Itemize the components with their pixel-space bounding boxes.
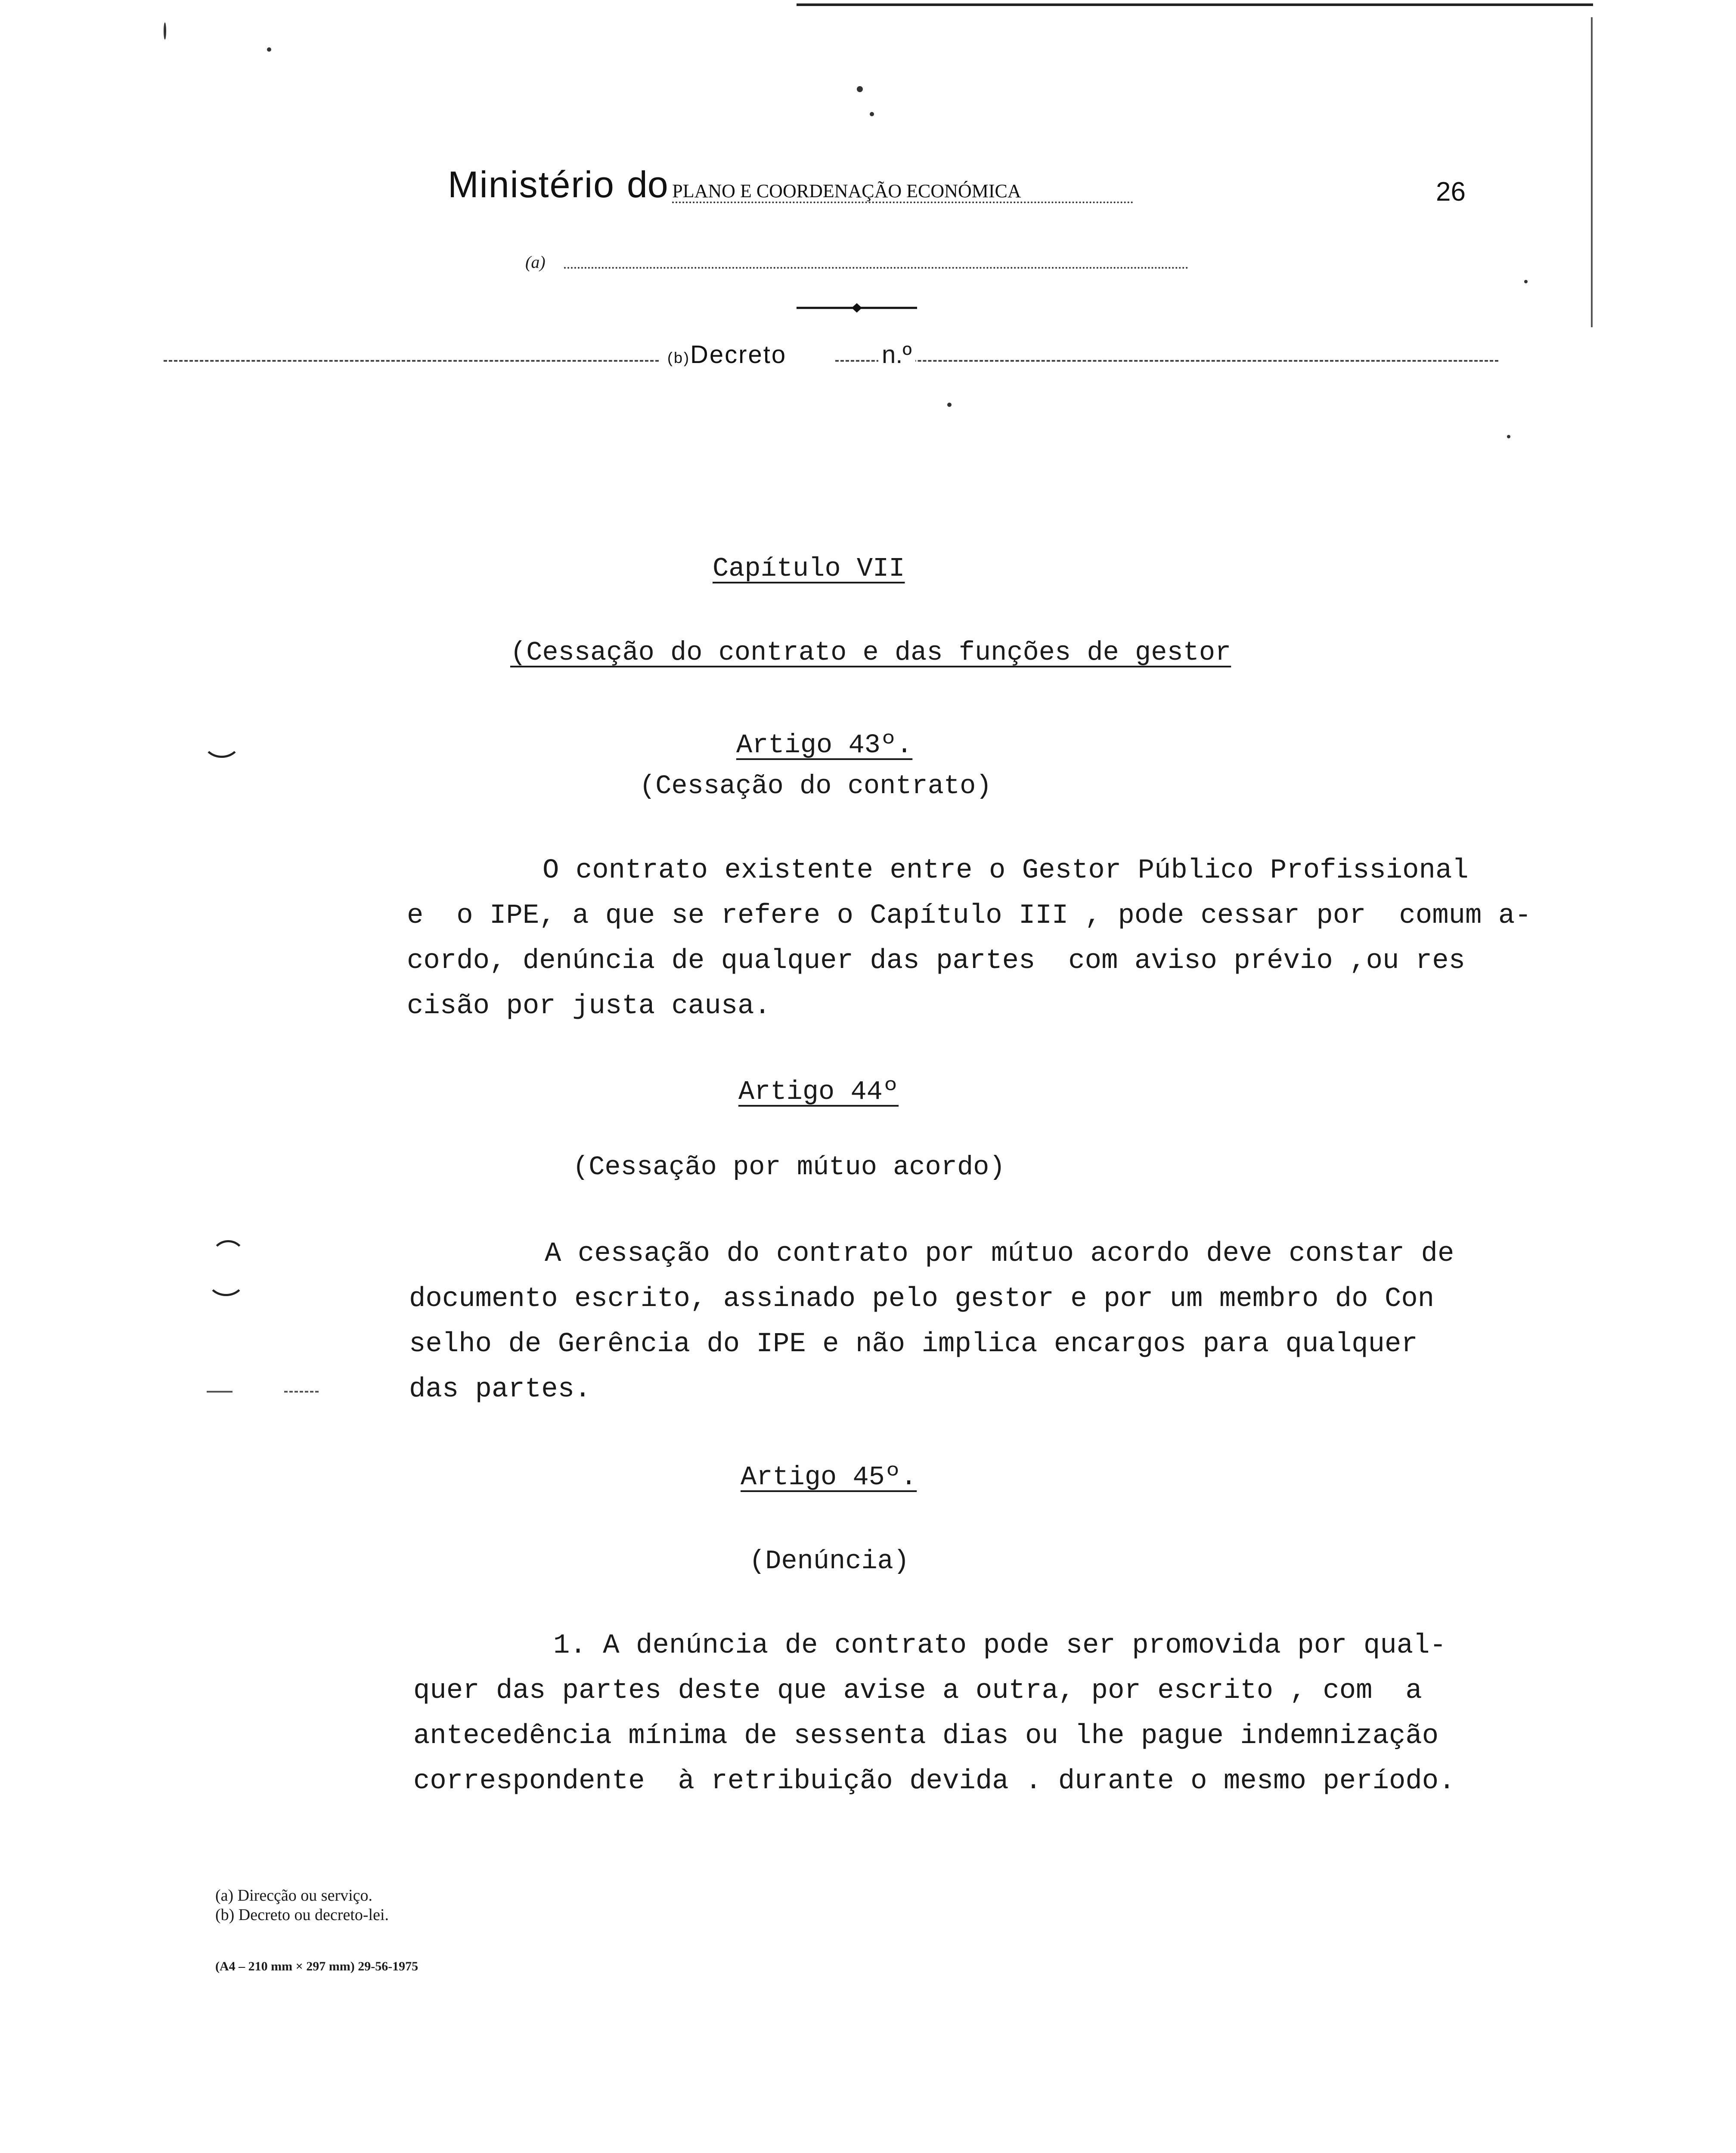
article-44-title: Artigo 44º: [738, 1076, 899, 1107]
ministry-header: [448, 164, 1696, 215]
decreto-dash-left: [164, 360, 659, 362]
decreto-number-label: n.º: [878, 340, 915, 369]
article-45-line-3: antecedência mínima de sessenta dias ou lhe pague indemnização: [413, 1721, 1439, 1752]
article-45-title: Artigo 45º.: [741, 1462, 917, 1492]
paper-format-note: (A4 – 210 mm × 297 mm) 29-56-1975: [215, 1959, 418, 1973]
decreto-line: [164, 340, 1498, 375]
article-44-line-3: selho de Gerência do IPE e não implica encargos para qualquer: [409, 1329, 1418, 1360]
article-44-line-1: A cessação do contrato por mútuo acordo deve constar de: [545, 1238, 1454, 1269]
article-44-heading: (Cessação por mútuo acordo): [573, 1152, 1005, 1182]
article-44-line-4: das partes.: [409, 1374, 591, 1405]
punch-hole-mark: [202, 723, 241, 758]
article-43-line-4: cisão por justa causa.: [407, 991, 771, 1022]
article-43-line-2: e o IPE, a que se refere o Capítulo III , pode cessar por comum a-: [407, 900, 1531, 931]
scan-speck: [870, 112, 874, 116]
article-43-heading: (Cessação do contrato): [639, 771, 992, 801]
scan-speck: [1524, 280, 1528, 283]
footnote-a: (a) Direcção ou serviço.: [215, 1886, 373, 1905]
punch-hole-mark: [207, 1262, 245, 1296]
scan-edge-top: [797, 3, 1593, 6]
scan-speck: [164, 22, 166, 40]
article-43-line-3: cordo, denúncia de qualquer das partes com aviso prévio ,ou res: [407, 946, 1465, 977]
decreto-label: (b)Decreto: [663, 340, 791, 369]
decreto-dash-right: [835, 360, 1498, 362]
scan-speck: [267, 47, 271, 52]
page-number: 26: [1436, 177, 1466, 207]
article-44-line-2: documento escrito, assinado pelo gestor e por um membro do Con: [409, 1284, 1435, 1315]
ministry-word: Ministério: [448, 164, 615, 205]
scan-speck: [857, 86, 863, 92]
footnote-b: (b) Decreto ou decreto-lei.: [215, 1906, 389, 1924]
margin-dash: [284, 1391, 319, 1393]
article-43-line-1: O contrato existente entre o Gestor Público Profissional: [542, 855, 1469, 886]
ministry-department: PLANO E COORDENAÇÃO ECONÓMICA: [672, 180, 1133, 203]
article-45-line-1: 1. A denúncia de contrato pode ser promovida por qual-: [553, 1630, 1446, 1661]
article-43-title: Artigo 43º.: [736, 730, 913, 760]
field-a-dotted-line: [564, 267, 1188, 269]
scan-speck: [1507, 435, 1510, 438]
scan-speck: [947, 403, 952, 407]
article-45-line-2: quer das partes deste que avise a outra, por escrito , com a: [413, 1675, 1422, 1706]
article-45-line-4: correspondente à retribuição devida . durante o mesmo período.: [413, 1766, 1455, 1797]
article-45-heading: (Denúncia): [749, 1546, 910, 1576]
field-a-label: (a): [525, 252, 546, 272]
diamond-rule-icon: [797, 301, 917, 314]
chapter-title: Capítulo VII: [713, 553, 905, 584]
chapter-subtitle: (Cessação do contrato e das funções de gestor: [510, 637, 1231, 668]
margin-dash: [207, 1391, 232, 1393]
ministry-do: do: [626, 164, 668, 205]
